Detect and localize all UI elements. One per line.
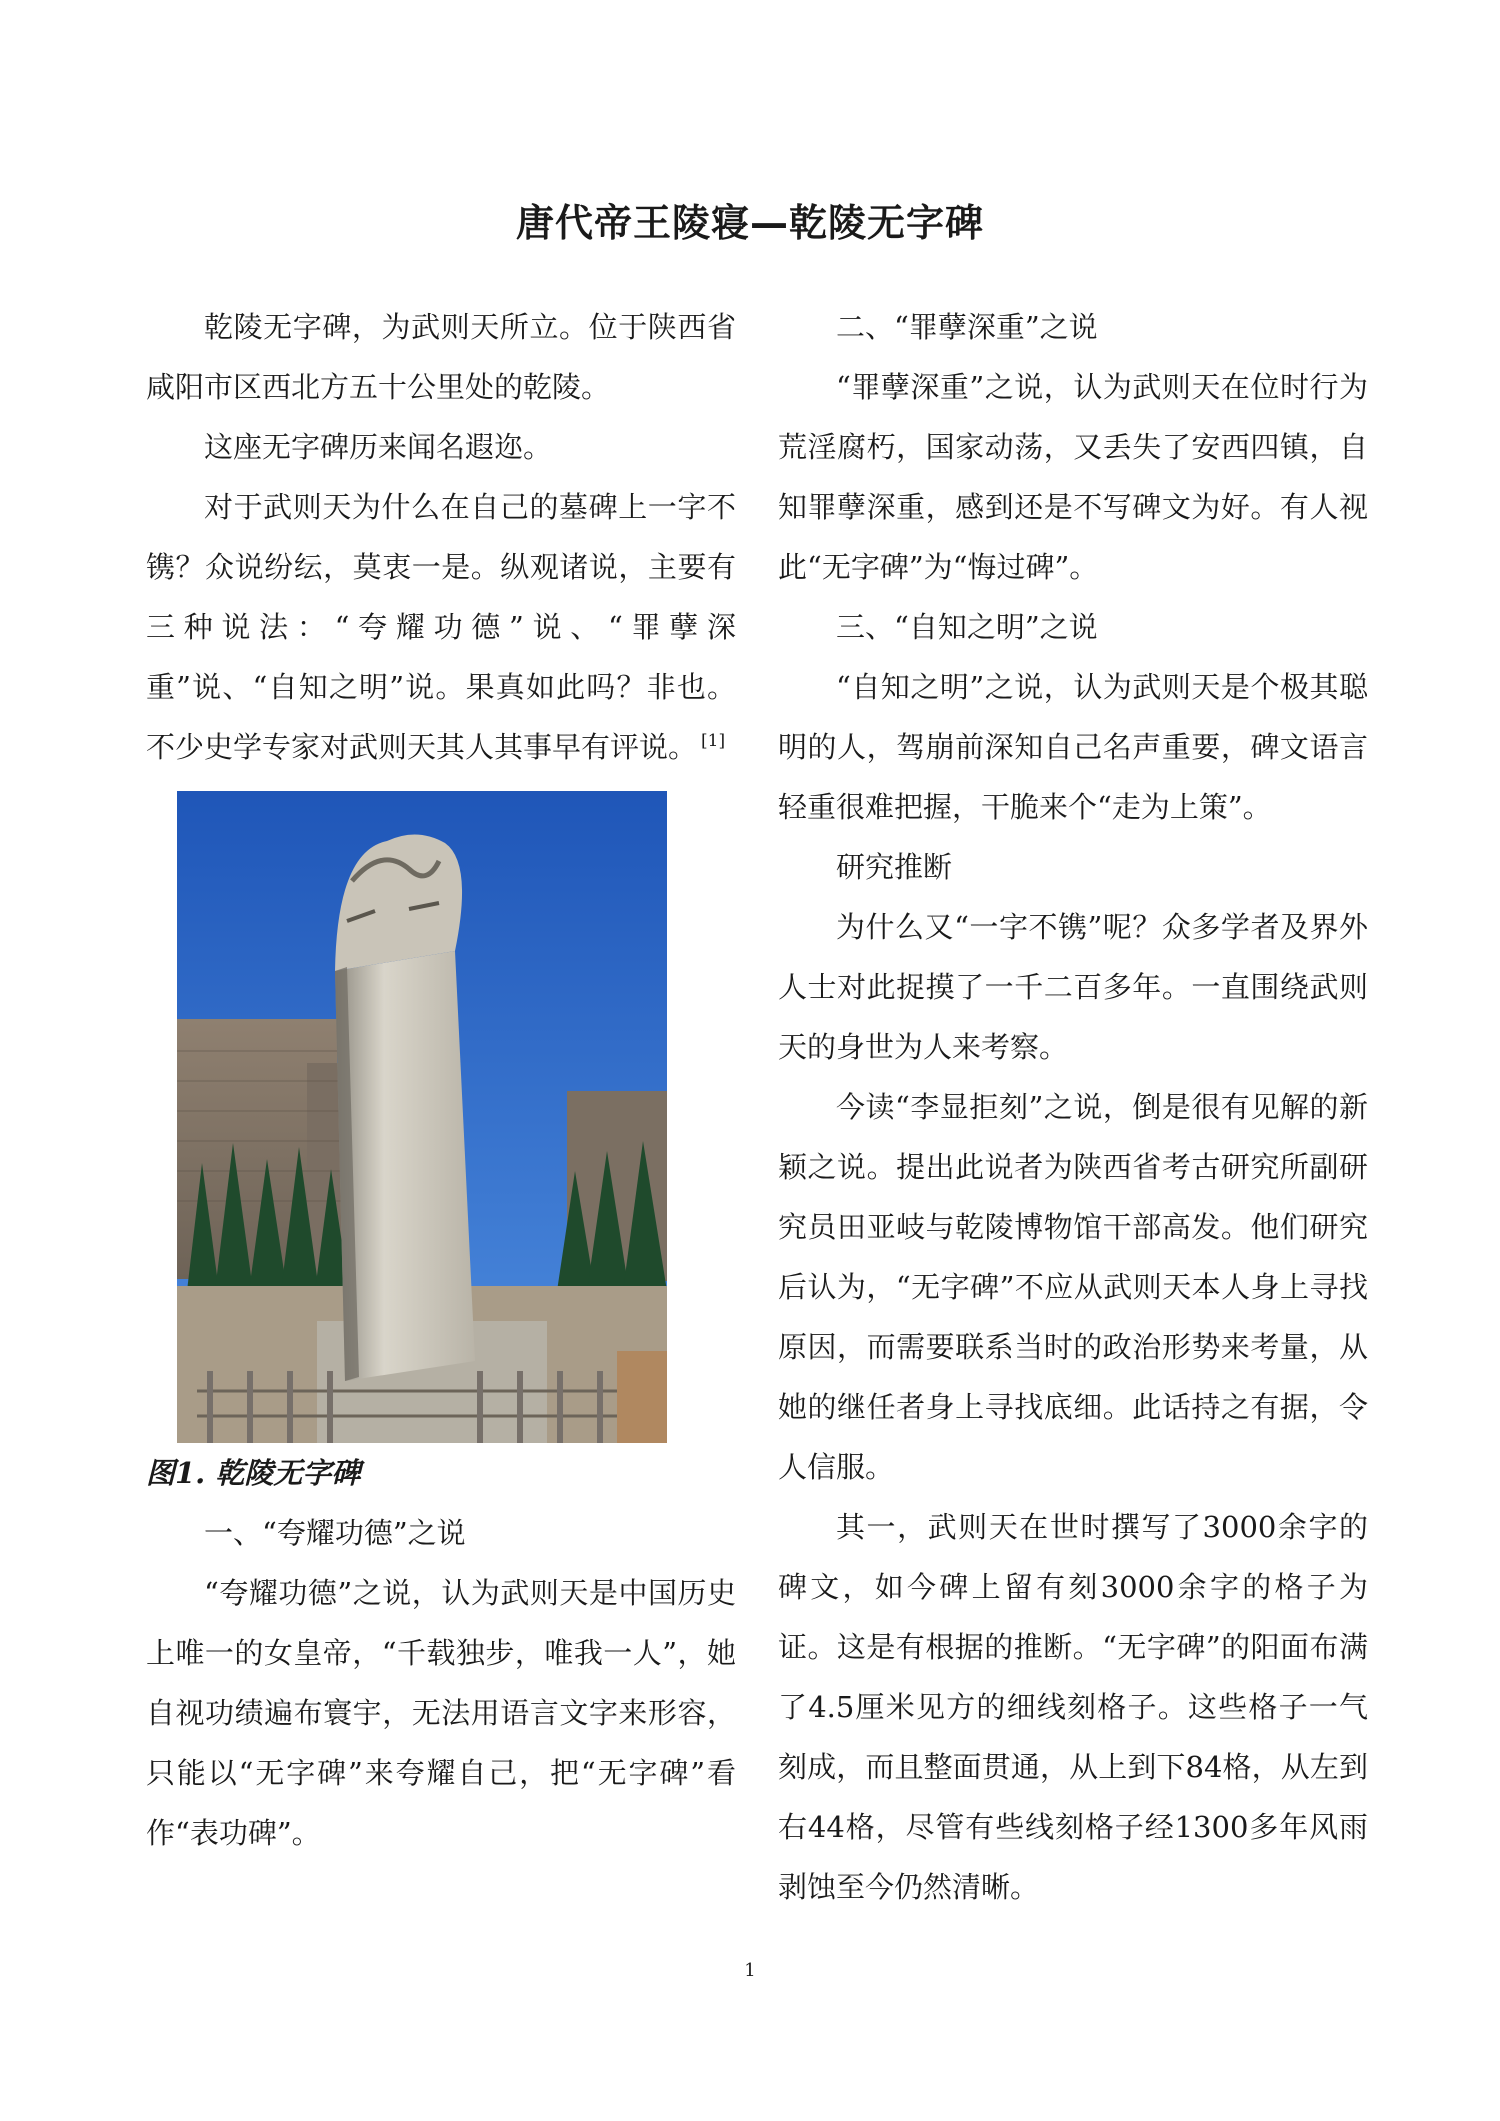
research-paragraph-2: 今读“李显拒刻”之说，倒是很有见解的新颖之说。提出此说者为陕西省考古研究所副研究员田亚岐与乾陵博物馆干部高发。他们研究后认为，“无字碑”不应从武则天本人身上寻找原因，而需要联系当时的政治形势来考量，从她的继任者身上寻找底细。此话持之有据，令人信服。 (778, 1090, 1368, 1484)
section1-heading: 一、“夸耀功德”之说 (204, 1516, 466, 1550)
research-paragraph-1: 为什么又“一字不镌”呢？众多学者及界外人士对此捉摸了一千二百多年。一直围绕武则天的身世为人来考察。 (778, 910, 1368, 1064)
theories-text: 对于武则天为什么在自己的墓碑上一字不镌？众说纷纭，莫衷一是。纵观诸说，主要有三种说法：“夸耀功德”说、“罪孽深重”说、“自知之明”说。果真如此吗？非也。不少史学专家对武则天其人其事早有评说。 (146, 490, 736, 764)
stele-illustration (177, 791, 667, 1443)
fame-paragraph: 这座无字碑历来闻名遐迩。 (204, 430, 553, 464)
intro-paragraph: 乾陵无字碑，为武则天所立。位于陕西省咸阳市区西北方五十公里处的乾陵。 (146, 310, 736, 404)
section2-heading: 二、“罪孽深重”之说 (836, 310, 1098, 344)
stele-photo (177, 791, 667, 1443)
section2-text: “罪孽深重”之说，认为武则天在位时行为荒淫腐朽，国家动荡，又丢失了安西四镇，自知罪孽深重，感到还是不写碑文为好。有人视此“无字碑”为“悔过碑”。 (778, 370, 1368, 584)
section1-text: “夸耀功德”之说，认为武则天是中国历史上唯一的女皇帝，“千载独步，唯我一人”，她自视功绩遍布寰宇，无法用语言文字来形容，只能以“无字碑”来夸耀自己，把“无字碑”看作“表功碑”。 (146, 1576, 736, 1850)
right-column (778, 297, 1368, 1917)
left-column (146, 297, 736, 1863)
research-paragraph-3: 其一，武则天在世时撰写了3000余字的碑文，如今碑上留有刻3000余字的格子为证。这是有根据的推断。“无字碑”的阳面布满了4.5厘米见方的细线刻格子。这些格子一气刻成，而且整面贯通，从上到下84格，从左到右44格，尽管有些线刻格子经1300多年风雨剥蚀至今仍然清晰。 (778, 1510, 1368, 1904)
theories-paragraph (146, 477, 736, 777)
page-number: 1 (744, 1960, 756, 1981)
research-heading: 研究推断 (836, 850, 953, 884)
footnote-reference: [1] (701, 731, 726, 752)
section3-heading: 三、“自知之明”之说 (836, 610, 1098, 644)
figure-caption: 图1. 乾陵无字碑 (146, 1456, 361, 1490)
document-title: 唐代帝王陵寝—乾陵无字碑 (515, 201, 984, 245)
section3-text: “自知之明”之说，认为武则天是个极其聪明的人，驾崩前深知自己名声重要，碑文语言轻重很难把握，干脆来个“走为上策”。 (778, 670, 1368, 824)
